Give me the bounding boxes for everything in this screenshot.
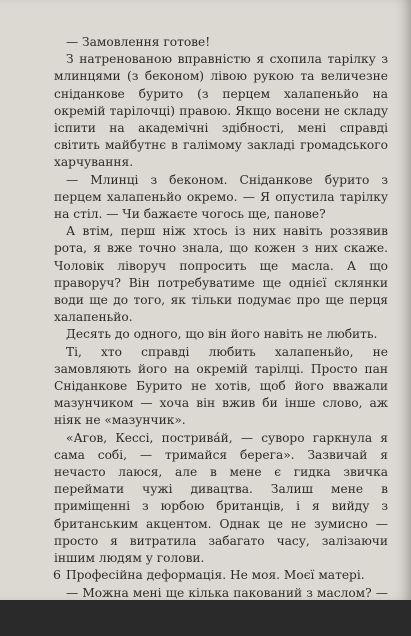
paragraph: — Млинці з беконом. Сніданкове бурито з перцем халапеньйо окремо. — Я опустила тарілку на стіл. — Чи бажаєте чогось ще, панове? xyxy=(54,172,388,222)
paragraph: Професійна деформація. Не моя. Моєї матері. xyxy=(66,568,365,583)
page-number: 6 xyxy=(53,567,61,582)
body-text xyxy=(54,34,388,636)
paragraph: А втім, перш ніж хтось із них навіть роззявив рота, я вже точно знала, що кожен з них скаже. Чоловік ліворуч попросить ще масла. А що праворуч? Він потребуватиме ще однієї склянки води ще до того, як тільки подумає про ще перця халапеньйо. xyxy=(54,224,388,325)
paragraph: З натренованою вправністю я схопила тарілку з млинцями (з беконом) лівою рукою та величезне сніданкове бурито (з перцем халапеньйо на окремій тарілочці) правою. Якщо восени не складу іспити на академічні здібності, мені справді світить майбутнє в галімому закладі громадського харчування. xyxy=(54,52,388,170)
paragraph: — Можна мені ще кілька пакований з маслом? — запитав чоловік ліворуч. xyxy=(54,585,388,617)
paragraph: «Агов, Кессі, пострива́й, — суворо гаркнула я сама собі, — тримайся берега». Зазвичай я нечасто лаюся, але в мене є гидка звичка переймати чужі дивацтва. Залиш мене в приміщенні з юрбою британців, і я вийду з британським акцентом. Однак це не зумисно — просто я витратила забагато часу, залізаючи іншим людям у голови. xyxy=(54,430,388,566)
paragraph: Я кивнула головою і чекаю. xyxy=(66,619,247,634)
paragraph: — Замовлення готове! xyxy=(66,35,211,49)
paragraph: Десять до одного, що він його навіть не любить. xyxy=(66,327,378,342)
paragraph: Ті, хто справді любить халапеньйо, не замовляють його на окремій тарілці. Просто пан Сніданкове Бурито не хотів, щоб його вважали мазунчиком — хоча він вжив би інше слово, аж ніяк не «мазунчик». xyxy=(54,344,388,428)
